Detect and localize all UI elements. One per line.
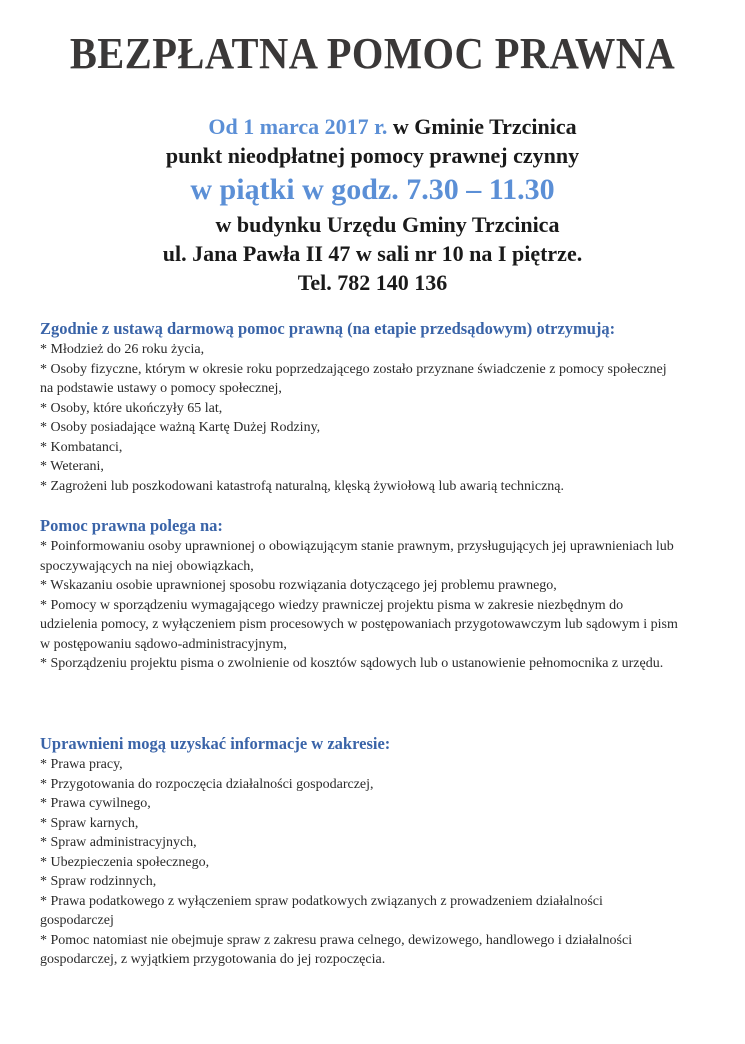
list-item: * Weterani, (40, 459, 104, 474)
list-item: * Spraw rodzinnych, (40, 874, 157, 889)
eligible-list (40, 340, 680, 496)
info-line-service: punkt nieodpłatnej pomocy prawnej czynny (165, 143, 580, 168)
list-item: * Sporządzeniu projektu pisma o zwolnienie od kosztów sądowych lub o ustanowienie pełnomocnika z urzędu. (40, 656, 664, 671)
poster-title: BEZPŁATNA POMOC PRAWNA (69, 29, 676, 78)
info-line-address: ul. Jana Pawła II 47 w sali nr 10 na I piętrze. (162, 241, 583, 266)
list-item: * Prawa podatkowego z wyłączeniem spraw podatkowych związanych z prowadzeniem działalności gospodarczej (40, 893, 603, 928)
areas-list (40, 755, 680, 970)
section-heading: Pomoc prawna polega na: (40, 516, 223, 535)
list-item: * Spraw karnych, (40, 815, 139, 831)
list-item: * Pomocy w sporządzeniu wymagającego wiedzy prawniczej projektu pisma w zakresie niezbędnym do udzielenia pomocy, z wyłączeniem pism procesowych w postępowaniach przygotowawczym lub sądowym i pism w postępowaniu sądowo-administracyjnym, (40, 597, 678, 652)
list-item: * Prawa pracy, (40, 757, 123, 772)
info-line-building: w budynku Urzędu Gminy Trzcinica (215, 212, 560, 237)
list-item: * Prawa cywilnego, (40, 796, 151, 811)
section-legal-aid-scope (40, 515, 680, 674)
list-item: * Osoby, które ukończyły 65 lat, (40, 400, 223, 416)
service-info-block (0, 112, 745, 298)
list-item: * Pomoc natomiast nie obejmuje spraw z zakresu prawa celnego, dewizowego, handlowego i działalności gospodarczej, z wyjątkiem przygotowania do jej rozpoczęcia. (40, 932, 633, 967)
info-location-municipality: w Gminie Trzcinica (387, 114, 577, 139)
info-hours: 7.30 – 11.30 (406, 173, 555, 206)
info-line-phone: Tel. 782 140 136 (297, 270, 448, 295)
list-item: * Kombatanci, (40, 439, 123, 455)
list-item: * Zagrożeni lub poszkodowani katastrofą naturalną, klęską żywiołową lub awarią techniczną. (40, 478, 565, 494)
list-item: * Wskazaniu osobie uprawnionej sposobu rozwiązania dotyczącego jej problemu prawnego, (40, 578, 557, 593)
info-line-date (0, 112, 745, 142)
list-item: * Osoby fizyczne, którym w okresie roku poprzedzającego zostało przyznane świadczenie z pomocy społecznej na podstawie ustawy o pomocy społecznej, (40, 361, 667, 396)
info-line-hours (0, 170, 745, 210)
section-heading: Uprawnieni mogą uzyskać informacje w zakresie: (40, 734, 391, 753)
scope-list (40, 537, 680, 674)
section-information-areas (40, 733, 680, 970)
list-item: * Poinformowaniu osoby uprawnionej o obowiązującym stanie prawnym, przysługujących jej uprawnieniach lub spoczywających na niej obowiązkach, (40, 539, 674, 574)
list-item: * Przygotowania do rozpoczęcia działalności gospodarczej, (40, 776, 374, 792)
section-heading: Zgodnie z ustawą darmową pomoc prawną (na etapie przedsądowym) otrzymują: (40, 319, 616, 338)
info-days: w piątki w godz. (190, 173, 407, 206)
info-start-date: Od 1 marca 2017 r. (208, 114, 388, 139)
section-eligible-persons (40, 318, 680, 496)
list-item: * Ubezpieczenia społecznego, (40, 854, 210, 870)
list-item: * Osoby posiadające ważną Kartę Dużej Rodziny, (40, 420, 321, 435)
list-item: * Młodzież do 26 roku życia, (40, 342, 205, 357)
list-item: * Spraw administracyjnych, (40, 835, 197, 850)
